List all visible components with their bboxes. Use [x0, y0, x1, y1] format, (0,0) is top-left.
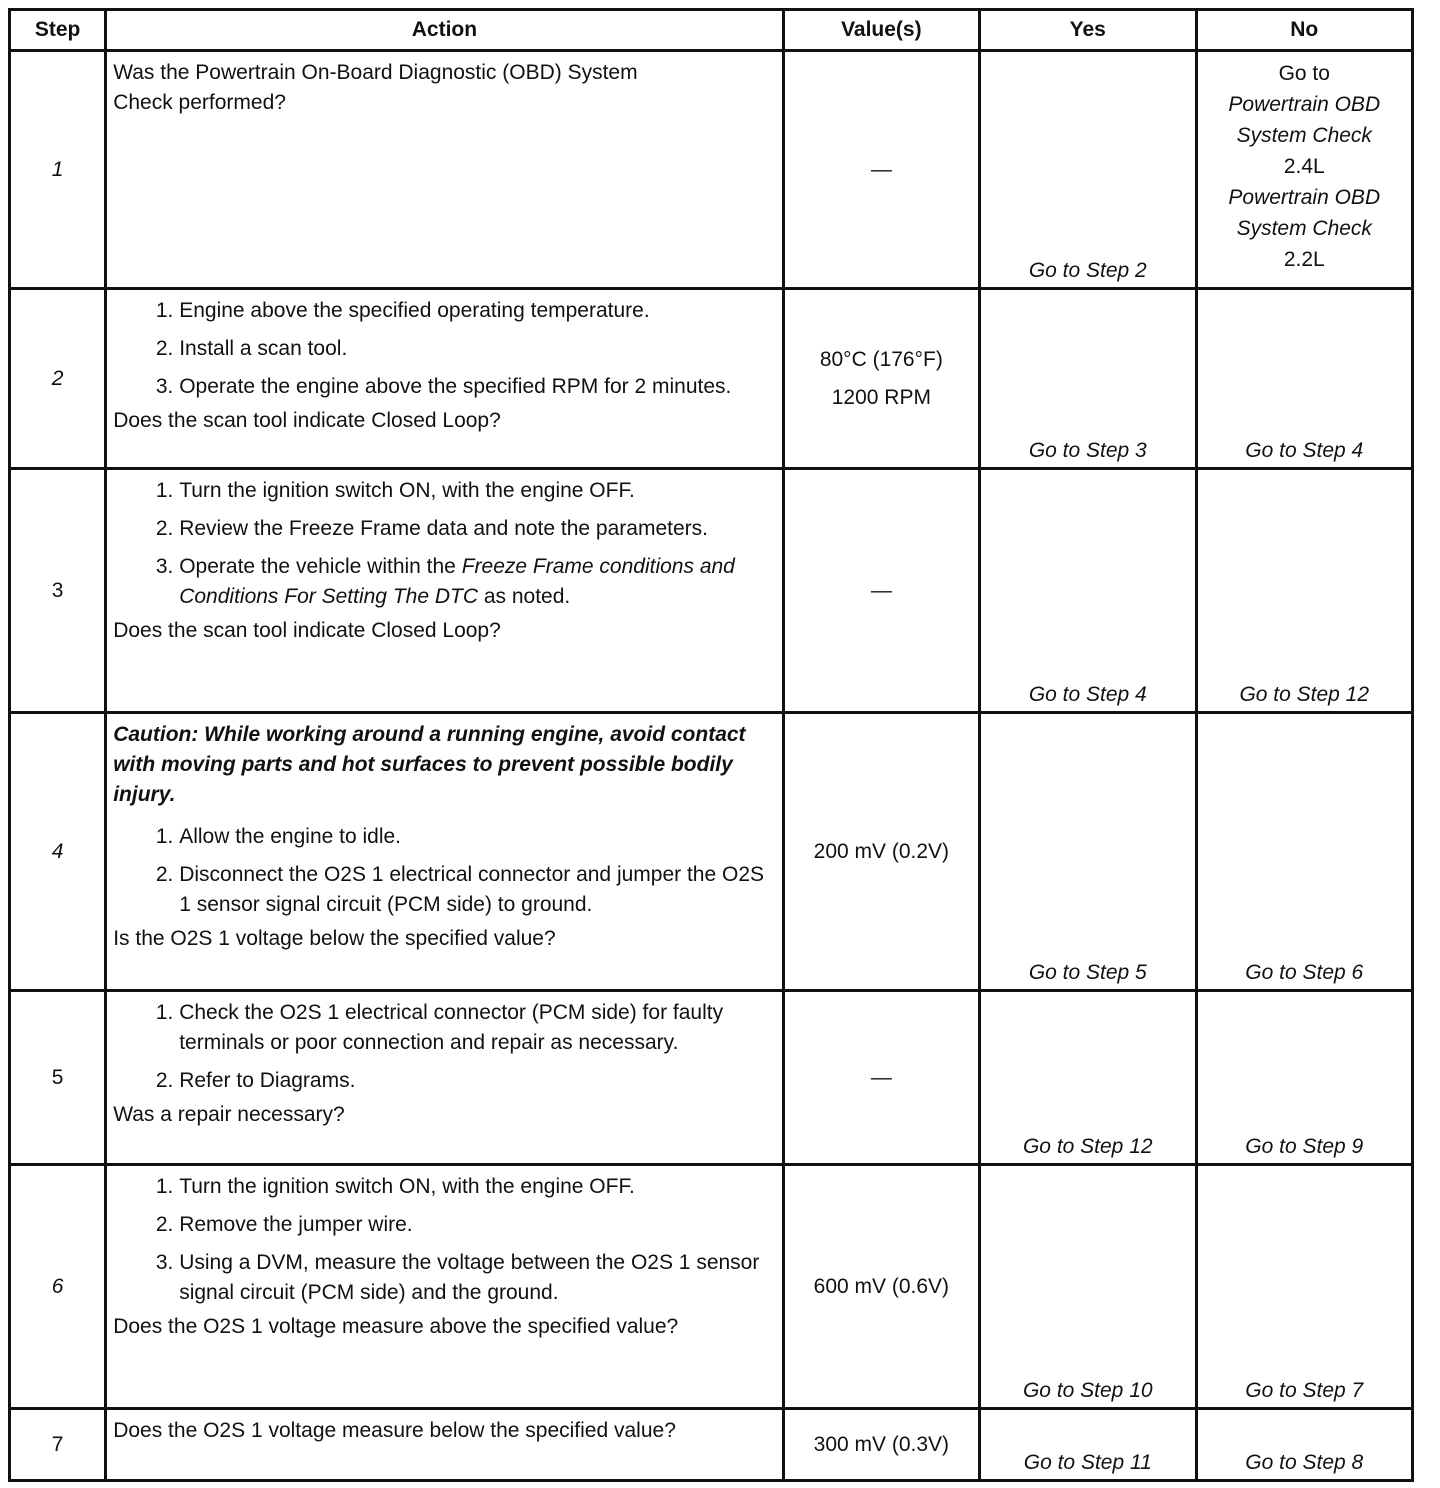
action-cell — [106, 1409, 783, 1481]
action-item: 1. Engine above the specified operating temperature. — [179, 296, 777, 326]
action-item: 1. Allow the engine to idle. — [179, 822, 777, 852]
action-item: 2. Remove the jumper wire. — [179, 1210, 777, 1240]
action-item — [179, 552, 777, 612]
diagnostic-table — [8, 8, 1414, 1482]
action-list — [113, 476, 777, 612]
action-text: Was the Powertrain On-Board Diagnostic (OBD) System — [113, 61, 638, 84]
step-number: 6 — [10, 1165, 106, 1409]
action-item: 1. Check the O2S 1 electrical connector (PCM side) for faulty terminals or poor connection and repair as necessary. — [179, 998, 777, 1058]
yes-cell: Go to Step 11 — [980, 1409, 1196, 1481]
action-text: Check performed? — [113, 91, 286, 114]
action-cell — [106, 991, 783, 1165]
value-line: 1200 RPM — [831, 385, 931, 409]
action-list — [113, 296, 777, 402]
table-row — [10, 991, 1413, 1165]
action-item: 2. Disconnect the O2S 1 electrical connector and jumper the O2S 1 sensor signal circuit (PCM side) to ground. — [179, 860, 777, 920]
action-cell — [106, 713, 783, 991]
header-yes: Yes — [980, 10, 1196, 51]
table-row — [10, 1409, 1413, 1481]
value-cell — [783, 289, 979, 469]
value-cell: 600 mV (0.6V) — [783, 1165, 979, 1409]
no-cell: Go to Step 9 — [1196, 991, 1413, 1165]
action-cell — [106, 469, 783, 713]
step-number: 4 — [10, 713, 106, 991]
action-list — [113, 998, 777, 1096]
no-reference-suffix: 2.2L — [1283, 248, 1325, 271]
action-item: 1. Turn the ignition switch ON, with the engine OFF. — [179, 1172, 777, 1202]
yes-cell: Go to Step 4 — [980, 469, 1196, 713]
value-cell: 300 mV (0.3V) — [783, 1409, 979, 1481]
yes-cell: Go to Step 3 — [980, 289, 1196, 469]
table-row — [10, 1165, 1413, 1409]
yes-cell: Go to Step 10 — [980, 1165, 1196, 1409]
value-cell: — — [783, 469, 979, 713]
no-cell: Go to Step 7 — [1196, 1165, 1413, 1409]
step-number: 3 — [10, 469, 106, 713]
no-cell: Go to Step 6 — [1196, 713, 1413, 991]
no-cell — [1196, 51, 1413, 289]
value-cell: — — [783, 991, 979, 1165]
value-line: 80°C (176°F) — [819, 347, 943, 371]
action-question: Does the scan tool indicate Closed Loop? — [113, 409, 501, 432]
caution-note: Caution: While working around a running engine, avoid contact with moving parts and hot surfaces to prevent possible bodily injury. — [113, 723, 746, 806]
step-number: 1 — [10, 51, 106, 289]
header-step: Step — [10, 10, 106, 51]
freeze-frame-reference: Freeze Frame conditions and Conditions For Setting The DTC — [179, 555, 735, 608]
action-list — [113, 822, 777, 920]
no-reference: Powertrain OBD System Check — [1228, 186, 1381, 240]
table-header-row — [10, 10, 1413, 51]
table-row — [10, 713, 1413, 991]
table-row — [10, 469, 1413, 713]
action-cell — [106, 51, 783, 289]
step-number: 2 — [10, 289, 106, 469]
action-item-text: as noted. — [483, 585, 571, 608]
action-list — [113, 1172, 777, 1308]
action-question: Does the O2S 1 voltage measure above the specified value? — [113, 1315, 679, 1338]
action-item: 2. Refer to Diagrams. — [179, 1066, 777, 1096]
action-item: 1. Turn the ignition switch ON, with the engine OFF. — [179, 476, 777, 506]
header-action: Action — [106, 10, 783, 51]
no-reference: Powertrain OBD System Check — [1228, 93, 1381, 147]
value-cell: 200 mV (0.2V) — [783, 713, 979, 991]
table-row — [10, 51, 1413, 289]
yes-cell: Go to Step 2 — [980, 51, 1196, 289]
yes-cell: Go to Step 5 — [980, 713, 1196, 991]
action-question: Is the O2S 1 voltage below the specified value? — [113, 927, 556, 950]
step-number: 7 — [10, 1409, 106, 1481]
header-values: Value(s) — [783, 10, 979, 51]
table-row — [10, 289, 1413, 469]
action-item: 3. Using a DVM, measure the voltage between the O2S 1 sensor signal circuit (PCM side) and the ground. — [179, 1248, 777, 1308]
no-intro: Go to — [1278, 62, 1330, 85]
yes-cell: Go to Step 12 — [980, 991, 1196, 1165]
no-cell: Go to Step 8 — [1196, 1409, 1413, 1481]
action-item-text: Operate the vehicle within the — [179, 555, 456, 578]
header-no: No — [1196, 10, 1413, 51]
action-cell — [106, 289, 783, 469]
action-item: 2. Install a scan tool. — [179, 334, 777, 364]
action-item: 3. Operate the engine above the specified RPM for 2 minutes. — [179, 372, 777, 402]
no-cell: Go to Step 12 — [1196, 469, 1413, 713]
action-cell — [106, 1165, 783, 1409]
action-question: Was a repair necessary? — [113, 1103, 345, 1126]
no-cell: Go to Step 4 — [1196, 289, 1413, 469]
value-cell: — — [783, 51, 979, 289]
action-question: Does the O2S 1 voltage measure below the specified value? — [113, 1419, 676, 1442]
action-question: Does the scan tool indicate Closed Loop? — [113, 619, 501, 642]
no-reference-suffix: 2.4L — [1283, 155, 1325, 178]
step-number: 5 — [10, 991, 106, 1165]
action-item: 2. Review the Freeze Frame data and note the parameters. — [179, 514, 777, 544]
